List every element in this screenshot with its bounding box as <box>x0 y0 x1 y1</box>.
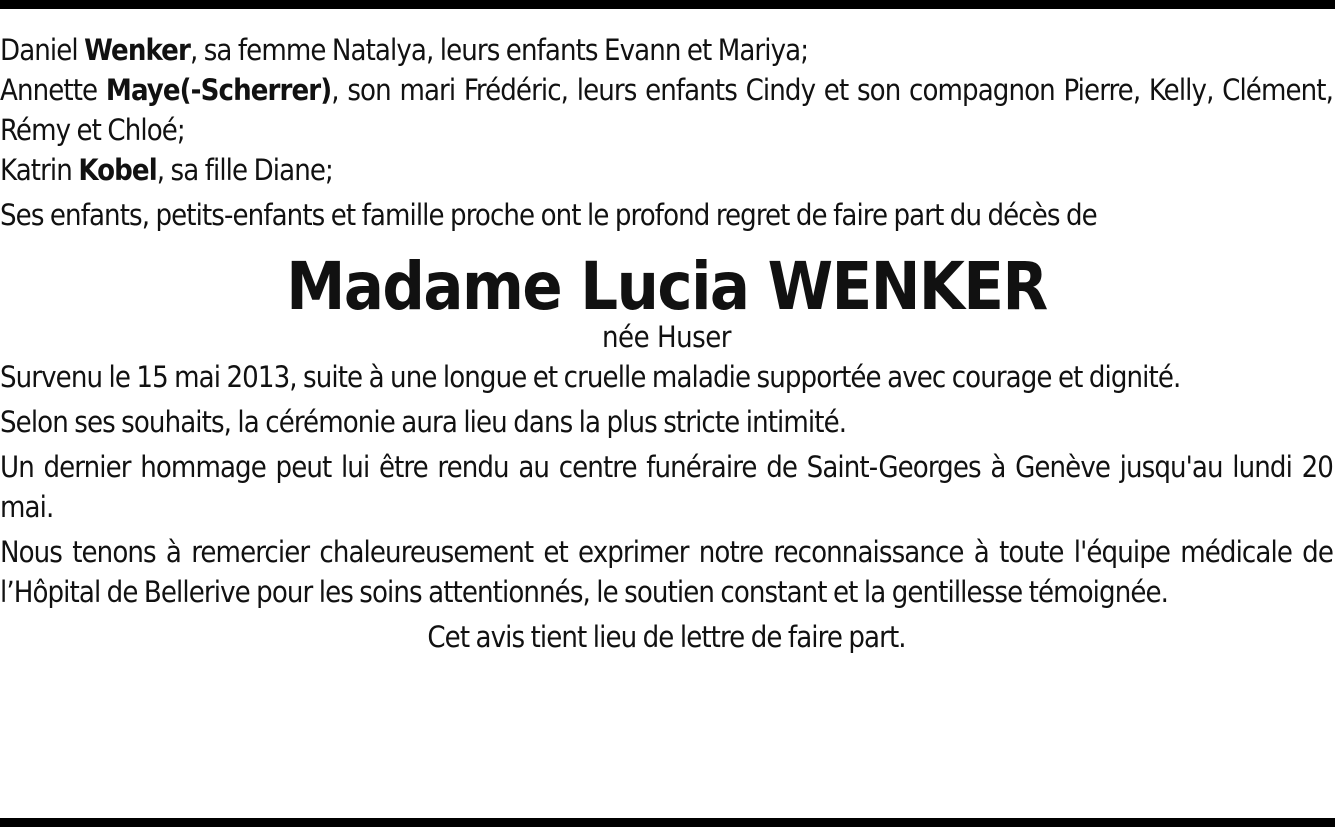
family-rest: , son mari Frédéric, leurs enfants Cindy et son compagnon Pierre, Kelly, Clément, Rémy et Chloé; <box>0 73 1333 147</box>
deceased-birth-name: née Huser <box>602 320 731 354</box>
bottom-rule <box>0 818 1335 827</box>
family-surname: Wenker <box>84 33 190 67</box>
family-line-katrin <box>0 150 1333 190</box>
closing-line: Cet avis tient lieu de lettre de faire part. <box>427 620 906 654</box>
family-first-name: Katrin <box>0 153 79 187</box>
family-rest: , sa fille Diane; <box>156 153 333 187</box>
top-rule <box>0 0 1335 9</box>
family-first-name: Daniel <box>0 33 85 67</box>
paragraph-death-date: Survenu le 15 mai 2013, suite à une longue et cruelle maladie supportée avec courage et dignité. <box>0 360 1181 394</box>
family-surname: Maye(-Scherrer) <box>105 73 332 107</box>
family-line-daniel <box>0 30 1333 70</box>
family-first-name: Annette <box>0 73 106 107</box>
family-surname: Kobel <box>78 153 157 187</box>
paragraph-homage: Un dernier hommage peut lui être rendu au centre funéraire de Saint-Georges à Genève jusqu'au lundi 20 mai. <box>0 450 1333 524</box>
family-rest: , sa femme Natalya, leurs enfants Evann et Mariya; <box>189 33 809 67</box>
paragraph-ceremony: Selon ses souhaits, la cérémonie aura lieu dans la plus stricte intimité. <box>0 405 847 439</box>
obituary-notice <box>0 30 1333 657</box>
deceased-name: Madame Lucia WENKER <box>286 248 1047 325</box>
announcement-text: Ses enfants, petits-enfants et famille proche ont le profond regret de faire part du décès de <box>0 198 1097 232</box>
family-line-annette <box>0 70 1333 150</box>
paragraph-thanks: Nous tenons à remercier chaleureusement et exprimer notre reconnaissance à toute l'équipe médicale de l’Hôpital de Bellerive pour les soins attentionnés, le soutien constant et la gentillesse témoignée. <box>0 535 1333 609</box>
